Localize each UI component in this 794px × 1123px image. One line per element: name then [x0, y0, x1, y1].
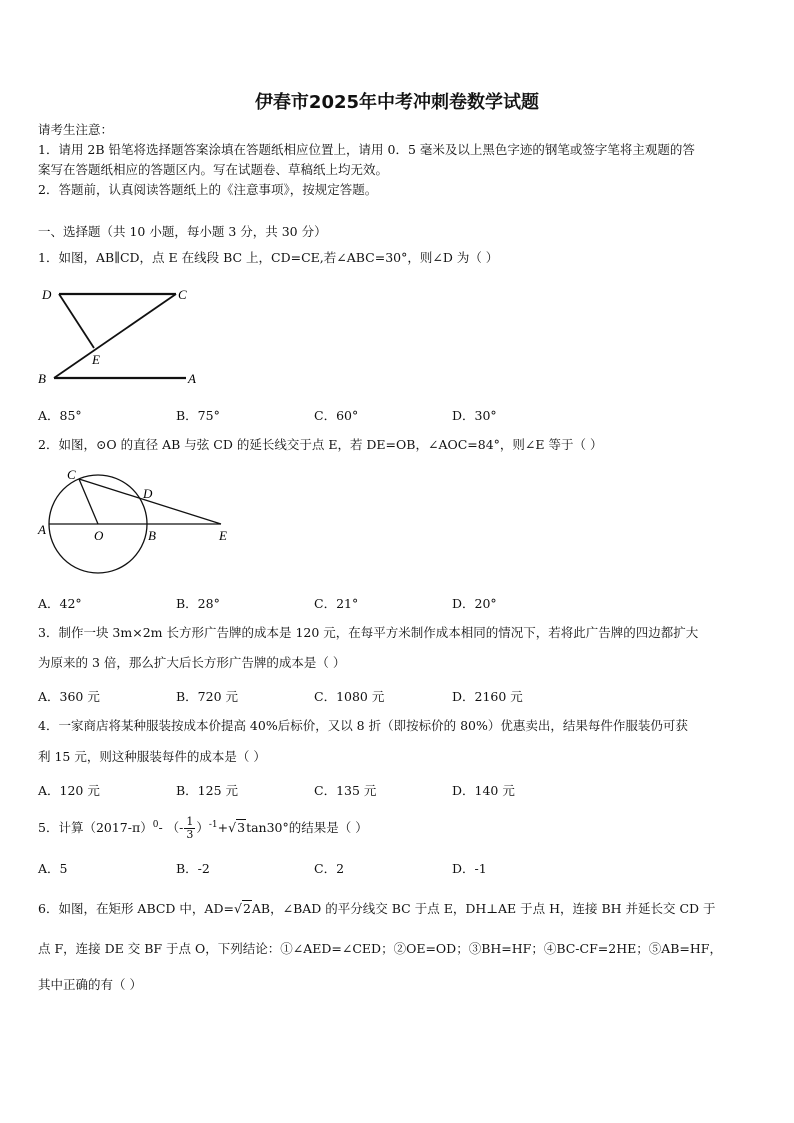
label-b: B — [148, 528, 156, 543]
question-5-option-d: D．-1 — [452, 861, 487, 876]
question-2-option-d: D．20° — [452, 596, 497, 611]
question-2-stem: 2．如图，⊙O 的直径 AB 与弦 CD 的延长线交于点 E，若 DE=OB，∠AOC=84°，则∠E 等于（ ） — [38, 437, 603, 452]
question-1-stem: 1．如图，AB∥CD，点 E 在线段 BC 上，CD=CE,若∠ABC=30°，则∠D 为（ ） — [38, 250, 499, 265]
question-1-option-c: C．60° — [314, 408, 359, 423]
question-5-option-b: B．-2 — [176, 861, 210, 876]
radius-oc — [79, 479, 98, 524]
label-e: E — [219, 528, 227, 543]
label-d: D — [42, 287, 52, 302]
question-4-option-c: C．135 元 — [314, 783, 377, 798]
sqrt-icon: √ — [233, 901, 242, 916]
question-5-exponent-neg1: -1 — [208, 820, 218, 830]
label-o: O — [94, 528, 104, 543]
label-d: D — [143, 486, 153, 501]
label-c: C — [67, 468, 76, 482]
label-c: C — [178, 287, 187, 302]
question-5-fraction-numerator: 1 — [186, 815, 194, 829]
question-1-figure — [36, 282, 208, 390]
question-3-line-1: 3．制作一块 3m×2m 长方形广告牌的成本是 120 元，在每平方米制作成本相同的情况下，若将此广告牌的四边都扩大 — [38, 625, 699, 640]
question-3-option-c: C．1080 元 — [314, 689, 385, 704]
label-b: B — [38, 371, 46, 386]
question-4-option-d: D．140 元 — [452, 783, 515, 798]
question-5-option-a: A．5 — [38, 861, 68, 876]
question-5-exponent-0: 0 — [152, 820, 159, 830]
question-3-option-b: B．720 元 — [176, 689, 239, 704]
question-2-option-b: B．28° — [176, 596, 220, 611]
question-3-line-2: 为原来的 3 倍，那么扩大后长方形广告牌的成本是（ ） — [38, 655, 346, 670]
question-5-plus: + — [217, 820, 229, 836]
label-a: A — [188, 371, 196, 386]
page-title: 伊春市2025年中考冲刺卷数学试题 — [254, 92, 540, 113]
question-5-close: ） — [196, 820, 209, 836]
segment-de — [59, 294, 94, 348]
question-3-option-d: D．2160 元 — [452, 689, 523, 704]
notice-item-1-line-2: 案写在答题纸相应的答题区内。写在试题卷、草稿纸上均无效。 — [38, 162, 389, 177]
question-5-option-c: C．2 — [314, 861, 345, 876]
question-4-option-b: B．125 元 — [176, 783, 239, 798]
question-1-option-d: D．30° — [452, 408, 497, 423]
question-3-option-a: A．360 元 — [38, 689, 100, 704]
question-5-stem — [38, 810, 368, 843]
question-5-minus: - （- — [158, 820, 184, 836]
question-6-line-1-b: AB，∠BAD 的平分线交 BC 于点 E，DH⊥AE 于点 H，连接 BH 并延长交 CD 于 — [251, 901, 716, 916]
question-5-sqrt-arg: 3 — [237, 820, 246, 836]
question-6-sqrt-arg: 2 — [242, 901, 251, 916]
question-2-option-a: A．42° — [38, 596, 82, 611]
question-1-option-a: A．85° — [38, 408, 82, 423]
question-5-fraction — [184, 816, 195, 841]
label-a: A — [38, 522, 46, 537]
question-6-line-1 — [38, 899, 716, 919]
question-4-option-a: A．120 元 — [38, 783, 100, 798]
question-5-suffix: tan30°的结果是（ ） — [246, 820, 368, 836]
question-6-line-2: 点 F，连接 DE 交 BF 于点 O，下列结论：①∠AED=∠CED；②OE=OD；③BH=HF；④BC-CF=2HE；⑤AB=HF， — [38, 941, 722, 956]
label-e: E — [92, 352, 100, 367]
question-2-option-c: C．21° — [314, 596, 359, 611]
segment-cb — [54, 294, 176, 378]
question-4-line-2: 利 15 元，则这种服装每件的成本是（ ） — [38, 749, 266, 764]
question-4-line-1: 4．一家商店将某种服装按成本价提高 40%后标价，又以 8 折（即按标价的 80%）优惠卖出，结果每件作服装仍可获 — [38, 718, 688, 733]
notice-heading: 请考生注意： — [38, 122, 114, 137]
section-heading: 一、选择题（共 10 小题，每小题 3 分，共 30 分） — [38, 224, 327, 239]
notice-item-2: 2．答题前，认真阅读答题纸上的《注意事项》，按规定答题。 — [38, 182, 378, 197]
question-5-fraction-denominator: 3 — [186, 828, 194, 842]
question-6-line-3: 其中正确的有（ ） — [38, 977, 142, 992]
question-6-line-1-a: 6．如图，在矩形 ABCD 中，AD= — [38, 901, 234, 916]
notice-item-1-line-1: 1．请用 2B 铅笔将选择题答案涂填在答题纸相应位置上，请用 0．5 毫米及以上黑色字迹的钢笔或签字笔将主观题的答 — [38, 142, 695, 157]
question-1-option-b: B．75° — [176, 408, 220, 423]
question-2-figure — [36, 468, 236, 580]
sqrt-icon: √ — [228, 820, 237, 836]
question-5-prefix: 5．计算（2017-π） — [38, 820, 153, 836]
